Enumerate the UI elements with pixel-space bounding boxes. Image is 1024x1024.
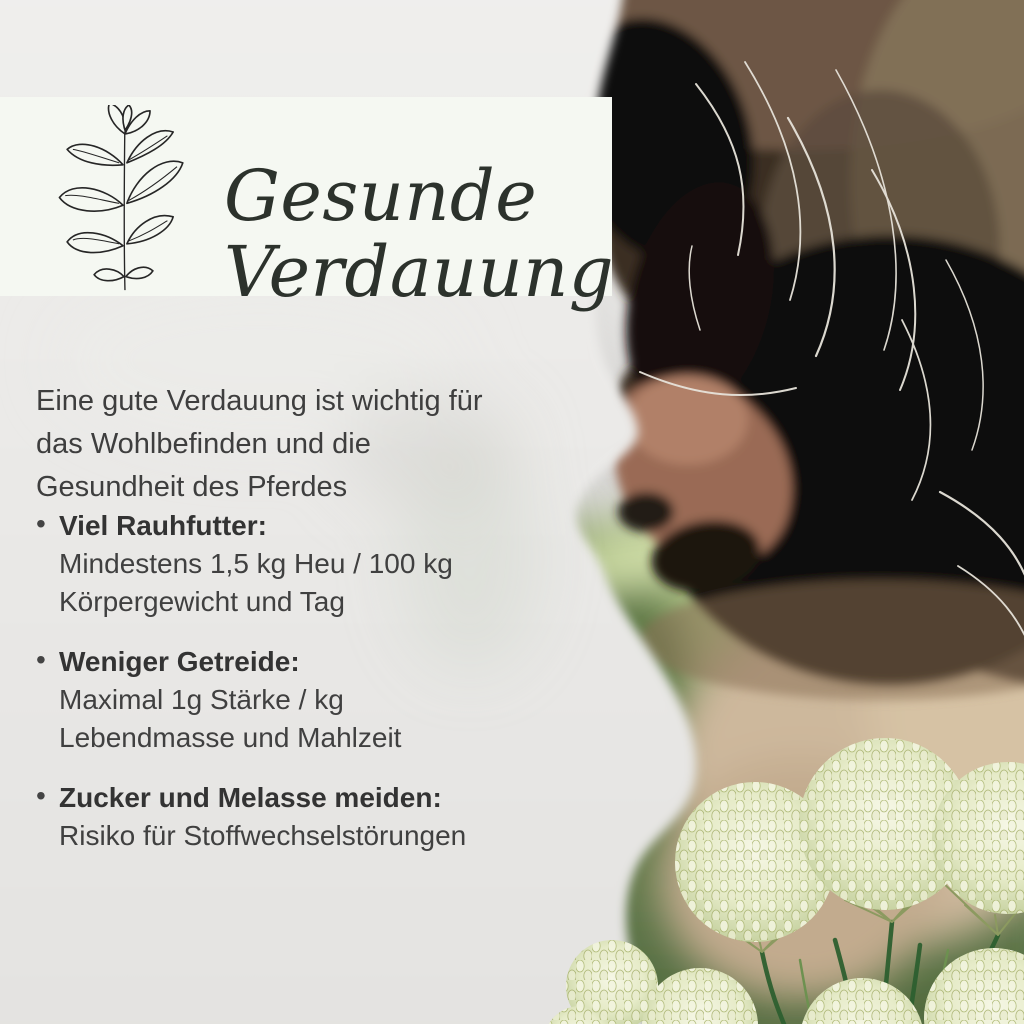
list-item-rauhfutter bbox=[36, 507, 453, 621]
bullet-heading: Viel Rauhfutter: bbox=[59, 510, 267, 541]
bullet-detail: Mindestens 1,5 kg Heu / 100 kg bbox=[59, 548, 453, 579]
bullet-heading: Weniger Getreide: bbox=[59, 646, 300, 677]
list-item-getreide bbox=[36, 643, 401, 757]
page-title bbox=[224, 154, 615, 313]
bullet-icon: • bbox=[36, 780, 46, 811]
botanical-sprig-icon bbox=[46, 105, 202, 293]
bullet-detail: Lebendmasse und Mahlzeit bbox=[59, 722, 402, 753]
bullet-detail: Risiko für Stoffwechselstörungen bbox=[59, 820, 467, 851]
bullet-detail: Maximal 1g Stärke / kg bbox=[59, 684, 344, 715]
bullet-icon: • bbox=[36, 508, 46, 539]
intro-line: das Wohlbefinden und die bbox=[36, 428, 371, 460]
bullet-detail: Körpergewicht und Tag bbox=[59, 586, 345, 617]
intro-text bbox=[36, 380, 483, 509]
umbel-heads bbox=[544, 738, 1024, 1024]
intro-line: Eine gute Verdauung ist wichtig für bbox=[36, 385, 483, 417]
bullet-heading: Zucker und Melasse meiden: bbox=[59, 782, 442, 813]
title-banner bbox=[0, 97, 615, 313]
bullet-icon: • bbox=[36, 644, 46, 675]
intro-line: Gesundheit des Pferdes bbox=[36, 471, 348, 503]
list-item-zucker bbox=[36, 779, 466, 855]
title-line-2: Verdauung bbox=[224, 230, 615, 313]
title-line-1: Gesunde bbox=[224, 154, 538, 237]
